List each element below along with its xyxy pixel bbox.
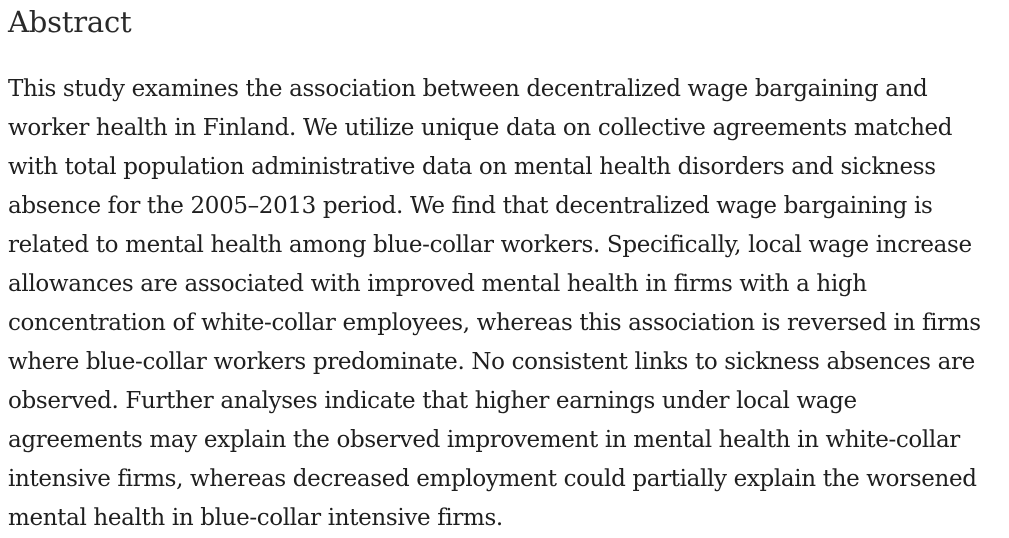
abstract-heading: Abstract: [8, 5, 132, 39]
abstract-section: [8, 0, 998, 538]
abstract-text: This study examines the association between decentralized wage bargaining and worker health in Finland. We utilize unique data on collective agreements matched with total population administrative data on mental health disorders and sickness absence for the 2005–2013 period. We find that decentralized wage bargaining is related to mental health among blue-collar workers. Specifically, local wage increase allowances are associated with improved mental health in firms with a high concentration of white-collar employees, whereas this association is reversed in firms where blue-collar workers predominate. No consistent links to sickness absences are observed. Further analyses indicate that higher earnings under local wage agreements may explain the observed improvement in mental health in white-collar intensive firms, whereas decreased employment could partially explain the worsened mental health in blue-collar intensive firms.: [8, 76, 981, 531]
